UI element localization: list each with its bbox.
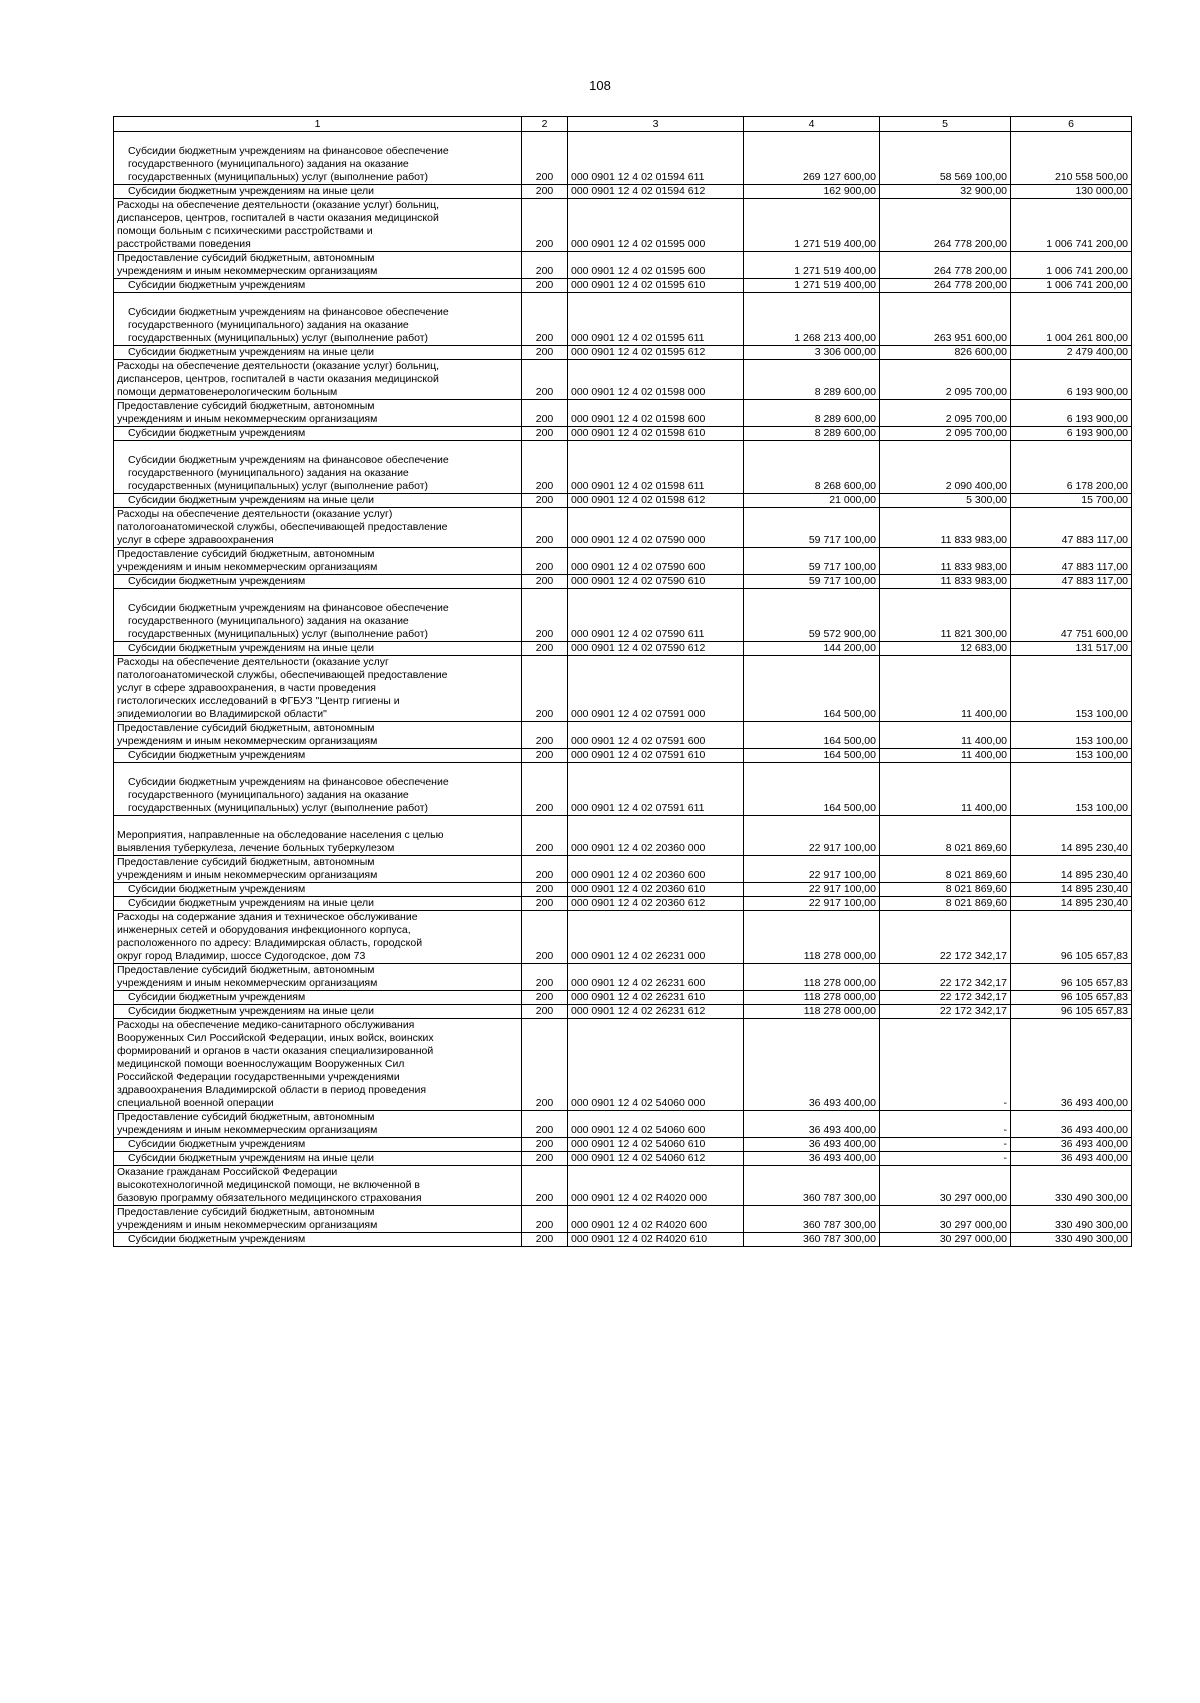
row-amount-col6-cell: 6 193 900,00 [1011, 360, 1132, 400]
row-code-cell: 200 [522, 1138, 568, 1152]
table-row [114, 1206, 1132, 1233]
row-kbk-cell: 000 0901 12 4 02 54060 000 [568, 1019, 744, 1111]
row-name-cell: Субсидии бюджетным учреждениям на иные цели [114, 1005, 522, 1019]
table-row [114, 252, 1132, 279]
row-amount-col6-cell: 36 493 400,00 [1011, 1152, 1132, 1166]
row-amount-col6-cell: 96 105 657,83 [1011, 1005, 1132, 1019]
row-amount-total-cell: 1 268 213 400,00 [744, 293, 880, 346]
table-row [114, 1152, 1132, 1166]
table-row [114, 508, 1132, 548]
row-amount-col5-cell: 11 833 983,00 [880, 575, 1011, 589]
row-amount-col5-cell: 12 683,00 [880, 642, 1011, 656]
row-amount-col5-cell: 11 400,00 [880, 749, 1011, 763]
row-code-cell: 200 [522, 508, 568, 548]
row-name-cell: Субсидии бюджетным учреждениям на иные цели [114, 346, 522, 360]
row-amount-col5-cell: - [880, 1019, 1011, 1111]
row-amount-col6-cell: 130 000,00 [1011, 185, 1132, 199]
row-amount-col6-cell: 153 100,00 [1011, 722, 1132, 749]
row-amount-total-cell: 36 493 400,00 [744, 1111, 880, 1138]
row-name-cell: Субсидии бюджетным учреждениям [114, 883, 522, 897]
row-kbk-cell: 000 0901 12 4 02 R4020 610 [568, 1233, 744, 1247]
row-amount-col6-cell: 6 178 200,00 [1011, 441, 1132, 494]
column-header: 1 [114, 117, 522, 132]
row-kbk-cell: 000 0901 12 4 02 07590 610 [568, 575, 744, 589]
row-amount-col5-cell: 2 090 400,00 [880, 441, 1011, 494]
row-amount-col5-cell: 22 172 342,17 [880, 964, 1011, 991]
row-code-cell: 200 [522, 132, 568, 185]
row-name-cell: Субсидии бюджетным учреждениям на финансовое обеспечение государственного (муниципального) задания на оказание государственных (муниципальных) услуг (выполнение работ) [114, 293, 522, 346]
row-amount-col5-cell: 826 600,00 [880, 346, 1011, 360]
row-code-cell: 200 [522, 400, 568, 427]
row-code-cell: 200 [522, 722, 568, 749]
table-row [114, 427, 1132, 441]
table-row [114, 749, 1132, 763]
row-code-cell: 200 [522, 279, 568, 293]
table-body [114, 132, 1132, 1247]
row-name-cell: Предоставление субсидий бюджетным, автономным учреждениям и иным некоммерческим организациям [114, 252, 522, 279]
row-amount-col6-cell: 153 100,00 [1011, 749, 1132, 763]
row-kbk-cell: 000 0901 12 4 02 01595 612 [568, 346, 744, 360]
row-kbk-cell: 000 0901 12 4 02 01594 611 [568, 132, 744, 185]
row-amount-col5-cell: 2 095 700,00 [880, 360, 1011, 400]
row-amount-col6-cell: 96 105 657,83 [1011, 991, 1132, 1005]
row-code-cell: 200 [522, 991, 568, 1005]
row-amount-col6-cell: 47 751 600,00 [1011, 589, 1132, 642]
row-amount-col6-cell: 210 558 500,00 [1011, 132, 1132, 185]
row-amount-col5-cell: 264 778 200,00 [880, 279, 1011, 293]
row-amount-total-cell: 36 493 400,00 [744, 1152, 880, 1166]
row-amount-total-cell: 164 500,00 [744, 763, 880, 816]
row-amount-total-cell: 360 787 300,00 [744, 1233, 880, 1247]
row-kbk-cell: 000 0901 12 4 02 26231 612 [568, 1005, 744, 1019]
row-code-cell: 200 [522, 185, 568, 199]
row-name-cell: Расходы на обеспечение деятельности (оказание услуг патологоанатомической службы, обеспечивающей предоставление услуг в сфере здравоохранения, в части проведения гистологических исследований в ФГБУЗ "Центр гигиены и эпидемиологии во Владимирской области" [114, 656, 522, 722]
row-amount-col6-cell: 96 105 657,83 [1011, 911, 1132, 964]
row-code-cell: 200 [522, 1233, 568, 1247]
row-code-cell: 200 [522, 494, 568, 508]
row-amount-col5-cell: 30 297 000,00 [880, 1166, 1011, 1206]
row-kbk-cell: 000 0901 12 4 02 01595 610 [568, 279, 744, 293]
row-name-cell: Субсидии бюджетным учреждениям [114, 427, 522, 441]
row-kbk-cell: 000 0901 12 4 02 54060 612 [568, 1152, 744, 1166]
row-amount-col5-cell: 5 300,00 [880, 494, 1011, 508]
table-row [114, 441, 1132, 494]
column-header: 3 [568, 117, 744, 132]
row-name-cell: Субсидии бюджетным учреждениям [114, 991, 522, 1005]
row-amount-col6-cell: 330 490 300,00 [1011, 1233, 1132, 1247]
table-row [114, 1138, 1132, 1152]
row-code-cell: 200 [522, 575, 568, 589]
row-amount-col5-cell: 32 900,00 [880, 185, 1011, 199]
row-code-cell: 200 [522, 1019, 568, 1111]
row-amount-total-cell: 162 900,00 [744, 185, 880, 199]
row-amount-col5-cell: 58 569 100,00 [880, 132, 1011, 185]
row-kbk-cell: 000 0901 12 4 02 54060 600 [568, 1111, 744, 1138]
table-row [114, 763, 1132, 816]
row-amount-col6-cell: 330 490 300,00 [1011, 1166, 1132, 1206]
row-amount-col6-cell: 153 100,00 [1011, 763, 1132, 816]
row-kbk-cell: 000 0901 12 4 02 01598 600 [568, 400, 744, 427]
table-row [114, 400, 1132, 427]
row-kbk-cell: 000 0901 12 4 02 R4020 000 [568, 1166, 744, 1206]
row-amount-col6-cell: 1 006 741 200,00 [1011, 279, 1132, 293]
row-kbk-cell: 000 0901 12 4 02 07591 610 [568, 749, 744, 763]
row-code-cell: 200 [522, 642, 568, 656]
row-amount-total-cell: 22 917 100,00 [744, 897, 880, 911]
row-amount-total-cell: 8 289 600,00 [744, 400, 880, 427]
budget-table [113, 116, 1132, 1247]
row-amount-total-cell: 1 271 519 400,00 [744, 252, 880, 279]
column-header: 5 [880, 117, 1011, 132]
row-amount-total-cell: 59 717 100,00 [744, 575, 880, 589]
table-row [114, 897, 1132, 911]
column-header: 2 [522, 117, 568, 132]
row-amount-col6-cell: 36 493 400,00 [1011, 1019, 1132, 1111]
row-kbk-cell: 000 0901 12 4 02 07590 600 [568, 548, 744, 575]
row-amount-total-cell: 164 500,00 [744, 749, 880, 763]
row-amount-col5-cell: 8 021 869,60 [880, 897, 1011, 911]
row-kbk-cell: 000 0901 12 4 02 01598 612 [568, 494, 744, 508]
table-row [114, 548, 1132, 575]
row-code-cell: 200 [522, 1005, 568, 1019]
row-amount-col5-cell: 8 021 869,60 [880, 883, 1011, 897]
row-amount-col6-cell: 1 006 741 200,00 [1011, 252, 1132, 279]
row-code-cell: 200 [522, 1152, 568, 1166]
row-amount-col5-cell: 2 095 700,00 [880, 400, 1011, 427]
row-name-cell: Субсидии бюджетным учреждениям на финансовое обеспечение государственного (муниципального) задания на оказание государственных (муниципальных) услуг (выполнение работ) [114, 441, 522, 494]
row-name-cell: Расходы на обеспечение деятельности (оказание услуг) больниц, диспансеров, центров, госпиталей в части оказания медицинской помощи дерматовенерологическим больным [114, 360, 522, 400]
table-row [114, 1019, 1132, 1111]
row-kbk-cell: 000 0901 12 4 02 01595 611 [568, 293, 744, 346]
row-amount-col6-cell: 14 895 230,40 [1011, 883, 1132, 897]
table-row [114, 642, 1132, 656]
row-name-cell: Субсидии бюджетным учреждениям на финансовое обеспечение государственного (муниципального) задания на оказание государственных (муниципальных) услуг (выполнение работ) [114, 132, 522, 185]
row-amount-col5-cell: 11 400,00 [880, 722, 1011, 749]
table-header-row [114, 117, 1132, 132]
row-kbk-cell: 000 0901 12 4 02 01598 611 [568, 441, 744, 494]
row-amount-total-cell: 8 268 600,00 [744, 441, 880, 494]
row-amount-col5-cell: 22 172 342,17 [880, 991, 1011, 1005]
row-amount-col5-cell: - [880, 1152, 1011, 1166]
table-row [114, 185, 1132, 199]
row-amount-total-cell: 1 271 519 400,00 [744, 279, 880, 293]
row-amount-col5-cell: 30 297 000,00 [880, 1233, 1011, 1247]
row-amount-total-cell: 118 278 000,00 [744, 911, 880, 964]
row-kbk-cell: 000 0901 12 4 02 01595 600 [568, 252, 744, 279]
row-amount-col5-cell: 8 021 869,60 [880, 816, 1011, 856]
row-kbk-cell: 000 0901 12 4 02 20360 612 [568, 897, 744, 911]
row-name-cell: Предоставление субсидий бюджетным, автономным учреждениям и иным некоммерческим организациям [114, 1206, 522, 1233]
row-code-cell: 200 [522, 749, 568, 763]
row-amount-col6-cell: 14 895 230,40 [1011, 816, 1132, 856]
row-amount-col6-cell: 1 004 261 800,00 [1011, 293, 1132, 346]
row-name-cell: Мероприятия, направленные на обследование населения с целью выявления туберкулеза, лечение больных туберкулезом [114, 816, 522, 856]
row-amount-col6-cell: 6 193 900,00 [1011, 427, 1132, 441]
table-row [114, 293, 1132, 346]
row-name-cell: Субсидии бюджетным учреждениям на иные цели [114, 185, 522, 199]
row-amount-col6-cell: 14 895 230,40 [1011, 897, 1132, 911]
row-code-cell: 200 [522, 199, 568, 252]
row-name-cell: Предоставление субсидий бюджетным, автономным учреждениям и иным некоммерческим организациям [114, 400, 522, 427]
row-kbk-cell: 000 0901 12 4 02 26231 600 [568, 964, 744, 991]
row-kbk-cell: 000 0901 12 4 02 26231 000 [568, 911, 744, 964]
row-kbk-cell: 000 0901 12 4 02 01595 000 [568, 199, 744, 252]
table-row [114, 1111, 1132, 1138]
row-name-cell: Предоставление субсидий бюджетным, автономным учреждениям и иным некоммерческим организациям [114, 722, 522, 749]
table-row [114, 883, 1132, 897]
row-kbk-cell: 000 0901 12 4 02 07591 000 [568, 656, 744, 722]
table-row [114, 816, 1132, 856]
row-name-cell: Расходы на содержание здания и техническое обслуживание инженерных сетей и оборудования инфекционного корпуса, расположенного по адресу: Владимирская область, городской округ город Владимир, шоссе Судогодское, дом 73 [114, 911, 522, 964]
row-amount-col5-cell: 263 951 600,00 [880, 293, 1011, 346]
row-amount-total-cell: 36 493 400,00 [744, 1019, 880, 1111]
row-name-cell: Субсидии бюджетным учреждениям на финансовое обеспечение государственного (муниципального) задания на оказание государственных (муниципальных) услуг (выполнение работ) [114, 589, 522, 642]
row-amount-total-cell: 59 717 100,00 [744, 508, 880, 548]
row-amount-col6-cell: 330 490 300,00 [1011, 1206, 1132, 1233]
row-amount-col6-cell: 131 517,00 [1011, 642, 1132, 656]
row-kbk-cell: 000 0901 12 4 02 20360 600 [568, 856, 744, 883]
row-kbk-cell: 000 0901 12 4 02 01598 000 [568, 360, 744, 400]
row-amount-col6-cell: 47 883 117,00 [1011, 548, 1132, 575]
page-number: 108 [589, 78, 611, 93]
row-name-cell: Субсидии бюджетным учреждениям [114, 1138, 522, 1152]
row-amount-col5-cell: 11 400,00 [880, 656, 1011, 722]
row-code-cell: 200 [522, 964, 568, 991]
row-amount-total-cell: 8 289 600,00 [744, 427, 880, 441]
row-amount-col6-cell: 47 883 117,00 [1011, 508, 1132, 548]
row-name-cell: Субсидии бюджетным учреждениям на иные цели [114, 1152, 522, 1166]
row-amount-col6-cell: 96 105 657,83 [1011, 964, 1132, 991]
row-amount-col5-cell: 30 297 000,00 [880, 1206, 1011, 1233]
row-amount-total-cell: 360 787 300,00 [744, 1166, 880, 1206]
row-amount-col5-cell: 264 778 200,00 [880, 252, 1011, 279]
table-row [114, 132, 1132, 185]
row-code-cell: 200 [522, 763, 568, 816]
row-kbk-cell: 000 0901 12 4 02 01598 610 [568, 427, 744, 441]
table-row [114, 722, 1132, 749]
row-name-cell: Субсидии бюджетным учреждениям на иные цели [114, 494, 522, 508]
row-code-cell: 200 [522, 427, 568, 441]
row-code-cell: 200 [522, 548, 568, 575]
table-row [114, 991, 1132, 1005]
row-amount-col6-cell: 15 700,00 [1011, 494, 1132, 508]
row-amount-total-cell: 22 917 100,00 [744, 856, 880, 883]
row-kbk-cell: 000 0901 12 4 02 26231 610 [568, 991, 744, 1005]
row-code-cell: 200 [522, 656, 568, 722]
row-amount-total-cell: 164 500,00 [744, 656, 880, 722]
row-code-cell: 200 [522, 360, 568, 400]
row-name-cell: Субсидии бюджетным учреждениям [114, 1233, 522, 1247]
row-amount-col6-cell: 14 895 230,40 [1011, 856, 1132, 883]
row-kbk-cell: 000 0901 12 4 02 R4020 600 [568, 1206, 744, 1233]
row-amount-col5-cell: - [880, 1138, 1011, 1152]
table-row [114, 575, 1132, 589]
row-amount-col5-cell: 11 821 300,00 [880, 589, 1011, 642]
row-amount-total-cell: 118 278 000,00 [744, 991, 880, 1005]
row-name-cell: Субсидии бюджетным учреждениям [114, 279, 522, 293]
row-code-cell: 200 [522, 293, 568, 346]
row-name-cell: Субсидии бюджетным учреждениям [114, 749, 522, 763]
row-kbk-cell: 000 0901 12 4 02 07590 000 [568, 508, 744, 548]
row-amount-total-cell: 21 000,00 [744, 494, 880, 508]
row-name-cell: Предоставление субсидий бюджетным, автономным учреждениям и иным некоммерческим организациям [114, 856, 522, 883]
row-code-cell: 200 [522, 816, 568, 856]
row-kbk-cell: 000 0901 12 4 02 01594 612 [568, 185, 744, 199]
row-kbk-cell: 000 0901 12 4 02 20360 000 [568, 816, 744, 856]
row-name-cell: Расходы на обеспечение медико-санитарного обслуживания Вооруженных Сил Российской Федерации, иных войск, воинских формирований и органов в части оказания специализированной медицинской помощи военнослужащим Вооруженных Сил Российской Федерации государственными учреждениями здравоохранения Владимирской области в период проведения специальной военной операции [114, 1019, 522, 1111]
table-row [114, 856, 1132, 883]
row-amount-col6-cell: 47 883 117,00 [1011, 575, 1132, 589]
row-amount-col6-cell: 1 006 741 200,00 [1011, 199, 1132, 252]
row-amount-col5-cell: 11 833 983,00 [880, 508, 1011, 548]
row-amount-col5-cell: 264 778 200,00 [880, 199, 1011, 252]
row-name-cell: Предоставление субсидий бюджетным, автономным учреждениям и иным некоммерческим организациям [114, 1111, 522, 1138]
row-kbk-cell: 000 0901 12 4 02 07591 600 [568, 722, 744, 749]
row-code-cell: 200 [522, 1166, 568, 1206]
table-row [114, 589, 1132, 642]
row-kbk-cell: 000 0901 12 4 02 07590 612 [568, 642, 744, 656]
row-code-cell: 200 [522, 1206, 568, 1233]
row-amount-col5-cell: 22 172 342,17 [880, 911, 1011, 964]
row-amount-total-cell: 22 917 100,00 [744, 816, 880, 856]
row-amount-total-cell: 144 200,00 [744, 642, 880, 656]
row-code-cell: 200 [522, 1111, 568, 1138]
row-amount-col5-cell: 2 095 700,00 [880, 427, 1011, 441]
row-amount-col6-cell: 6 193 900,00 [1011, 400, 1132, 427]
row-name-cell: Субсидии бюджетным учреждениям на финансовое обеспечение государственного (муниципального) задания на оказание государственных (муниципальных) услуг (выполнение работ) [114, 763, 522, 816]
row-kbk-cell: 000 0901 12 4 02 20360 610 [568, 883, 744, 897]
row-amount-total-cell: 1 271 519 400,00 [744, 199, 880, 252]
row-amount-total-cell: 8 289 600,00 [744, 360, 880, 400]
column-header: 4 [744, 117, 880, 132]
table-row [114, 1166, 1132, 1206]
row-amount-col5-cell: 11 833 983,00 [880, 548, 1011, 575]
table-row [114, 964, 1132, 991]
row-code-cell: 200 [522, 589, 568, 642]
row-name-cell: Предоставление субсидий бюджетным, автономным учреждениям и иным некоммерческим организациям [114, 548, 522, 575]
row-amount-col5-cell: 8 021 869,60 [880, 856, 1011, 883]
row-name-cell: Субсидии бюджетным учреждениям на иные цели [114, 897, 522, 911]
table-row [114, 199, 1132, 252]
row-amount-col6-cell: 36 493 400,00 [1011, 1138, 1132, 1152]
table-row [114, 911, 1132, 964]
row-code-cell: 200 [522, 883, 568, 897]
row-amount-col5-cell: 11 400,00 [880, 763, 1011, 816]
row-amount-total-cell: 59 717 100,00 [744, 548, 880, 575]
row-amount-total-cell: 164 500,00 [744, 722, 880, 749]
row-code-cell: 200 [522, 252, 568, 279]
row-code-cell: 200 [522, 897, 568, 911]
row-amount-col6-cell: 36 493 400,00 [1011, 1111, 1132, 1138]
row-amount-total-cell: 22 917 100,00 [744, 883, 880, 897]
row-amount-total-cell: 3 306 000,00 [744, 346, 880, 360]
row-amount-total-cell: 36 493 400,00 [744, 1138, 880, 1152]
table-row [114, 1233, 1132, 1247]
row-kbk-cell: 000 0901 12 4 02 54060 610 [568, 1138, 744, 1152]
table-row [114, 1005, 1132, 1019]
row-code-cell: 200 [522, 856, 568, 883]
column-header: 6 [1011, 117, 1132, 132]
table-row [114, 656, 1132, 722]
row-name-cell: Предоставление субсидий бюджетным, автономным учреждениям и иным некоммерческим организациям [114, 964, 522, 991]
row-name-cell: Субсидии бюджетным учреждениям на иные цели [114, 642, 522, 656]
row-amount-col5-cell: - [880, 1111, 1011, 1138]
row-amount-total-cell: 360 787 300,00 [744, 1206, 880, 1233]
row-kbk-cell: 000 0901 12 4 02 07590 611 [568, 589, 744, 642]
table-row [114, 494, 1132, 508]
table-row [114, 360, 1132, 400]
row-amount-col5-cell: 22 172 342,17 [880, 1005, 1011, 1019]
row-kbk-cell: 000 0901 12 4 02 07591 611 [568, 763, 744, 816]
table-row [114, 279, 1132, 293]
row-code-cell: 200 [522, 346, 568, 360]
row-code-cell: 200 [522, 911, 568, 964]
row-amount-col6-cell: 2 479 400,00 [1011, 346, 1132, 360]
table-row [114, 346, 1132, 360]
row-name-cell: Субсидии бюджетным учреждениям [114, 575, 522, 589]
row-name-cell: Расходы на обеспечение деятельности (оказание услуг) патологоанатомической службы, обеспечивающей предоставление услуг в сфере здравоохранения [114, 508, 522, 548]
row-amount-total-cell: 118 278 000,00 [744, 1005, 880, 1019]
row-name-cell: Расходы на обеспечение деятельности (оказание услуг) больниц, диспансеров, центров, госпиталей в части оказания медицинской помощи больным с психическими расстройствами и расстройствами поведения [114, 199, 522, 252]
row-amount-total-cell: 269 127 600,00 [744, 132, 880, 185]
row-amount-col6-cell: 153 100,00 [1011, 656, 1132, 722]
row-amount-total-cell: 118 278 000,00 [744, 964, 880, 991]
row-amount-total-cell: 59 572 900,00 [744, 589, 880, 642]
row-name-cell: Оказание гражданам Российской Федерации высокотехнологичной медицинской помощи, не включенной в базовую программу обязательного медицинского страхования [114, 1166, 522, 1206]
row-code-cell: 200 [522, 441, 568, 494]
